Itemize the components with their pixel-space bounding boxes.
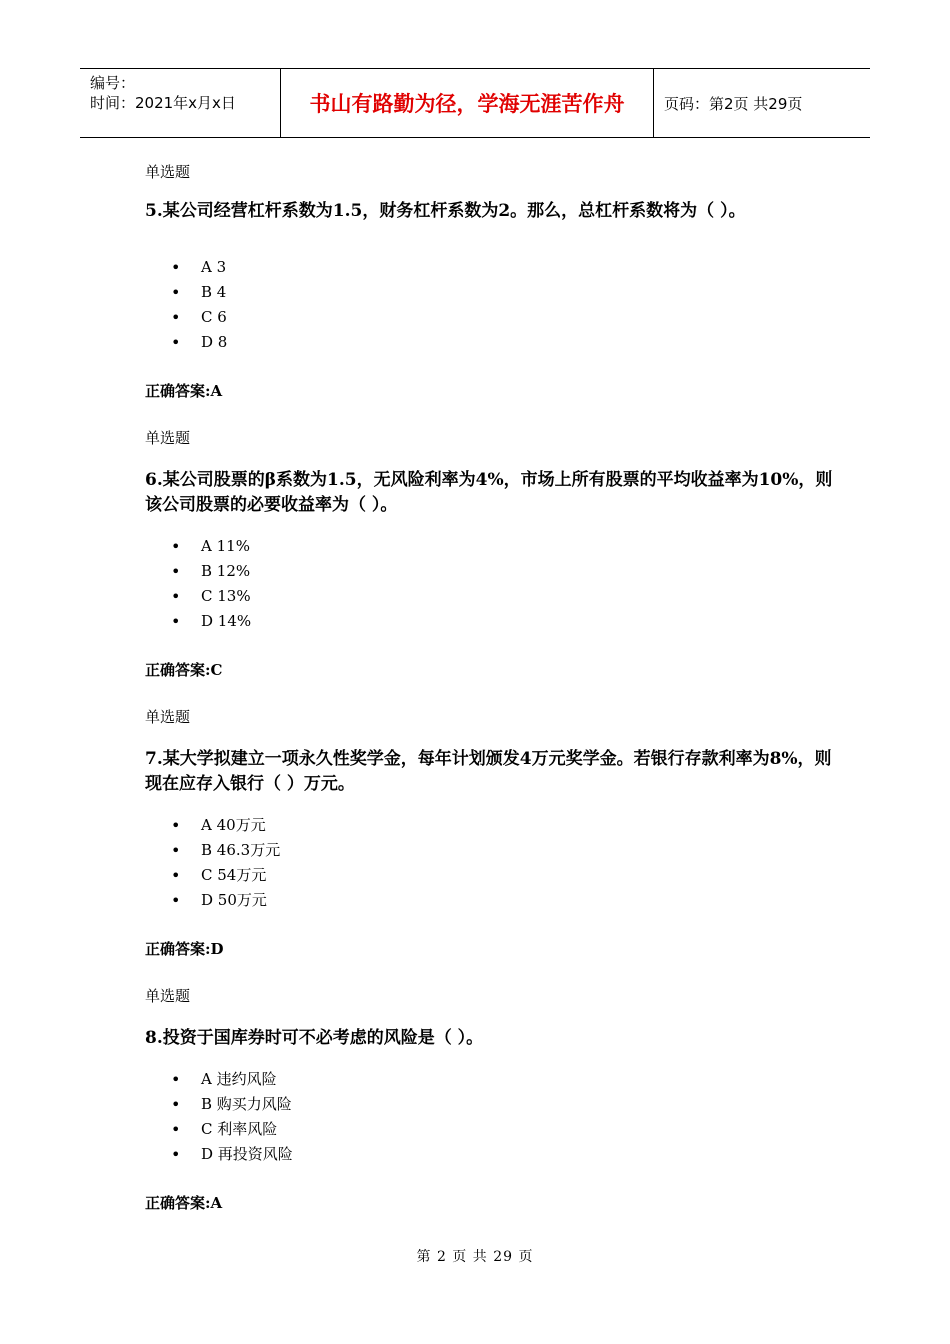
question-text: 8.投资于国库券时可不必考虑的风险是（ ）。 <box>145 1028 484 1048</box>
option-item: • B 12% <box>145 559 845 584</box>
option-item: • A 违约风险 <box>145 1067 845 1092</box>
document-number-label: 编号： <box>90 74 136 92</box>
question-block <box>145 706 845 960</box>
option-item: • A 40万元 <box>145 813 845 838</box>
option-item: • B 4 <box>145 280 845 305</box>
question-block <box>145 161 845 402</box>
option-item: • D 8 <box>145 330 845 355</box>
option-item: • B 购买力风险 <box>145 1092 845 1117</box>
question-text: 5.某公司经营杠杆系数为1.5，财务杠杆系数为2。那么，总杠杆系数将为（ ）。 <box>145 201 746 221</box>
option-list <box>145 813 845 913</box>
question-text: 6.某公司股票的β系数为1.5，无风险利率为4%，市场上所有股票的平均收益率为10%，则该公司股票的必要收益率为（ ）。 <box>145 470 833 515</box>
option-list <box>145 534 845 634</box>
question-block <box>145 427 845 681</box>
question-list <box>145 150 845 1214</box>
option-item: • A 3 <box>145 255 845 280</box>
header-motto: 书山有路勤为径，学海无涯苦作舟 <box>281 69 654 137</box>
option-list <box>145 1067 845 1167</box>
option-item: • A 11% <box>145 534 845 559</box>
header-page-info: 页码：第2页 共29页 <box>664 94 803 113</box>
document-time-label: 时间：2021年x月x日 <box>90 94 236 112</box>
question-type: 单选题 <box>145 987 191 1005</box>
option-item: • D 50万元 <box>145 888 845 913</box>
question-type: 单选题 <box>145 708 191 726</box>
option-item: • C 6 <box>145 305 845 330</box>
correct-answer: 正确答案:C <box>145 661 223 679</box>
correct-answer: 正确答案:A <box>145 382 223 400</box>
page-footer: 第 2 页 共 29 页 <box>416 1249 534 1265</box>
question-text: 7.某大学拟建立一项永久性奖学金，每年计划颁发4万元奖学金。若银行存款利率为8%，则现在应存入银行（ ）万元。 <box>145 749 832 794</box>
correct-answer: 正确答案:A <box>145 1194 223 1212</box>
correct-answer: 正确答案:D <box>145 940 224 958</box>
option-list <box>145 255 845 355</box>
page-header <box>80 68 870 138</box>
option-item: • D 再投资风险 <box>145 1142 845 1167</box>
option-item: • B 46.3万元 <box>145 838 845 863</box>
header-meta <box>80 69 281 137</box>
option-item: • C 13% <box>145 584 845 609</box>
question-block <box>145 985 845 1214</box>
option-item: • D 14% <box>145 609 845 634</box>
option-item: • C 54万元 <box>145 863 845 888</box>
option-item: • C 利率风险 <box>145 1117 845 1142</box>
question-type: 单选题 <box>145 429 191 447</box>
question-type: 单选题 <box>145 163 191 181</box>
